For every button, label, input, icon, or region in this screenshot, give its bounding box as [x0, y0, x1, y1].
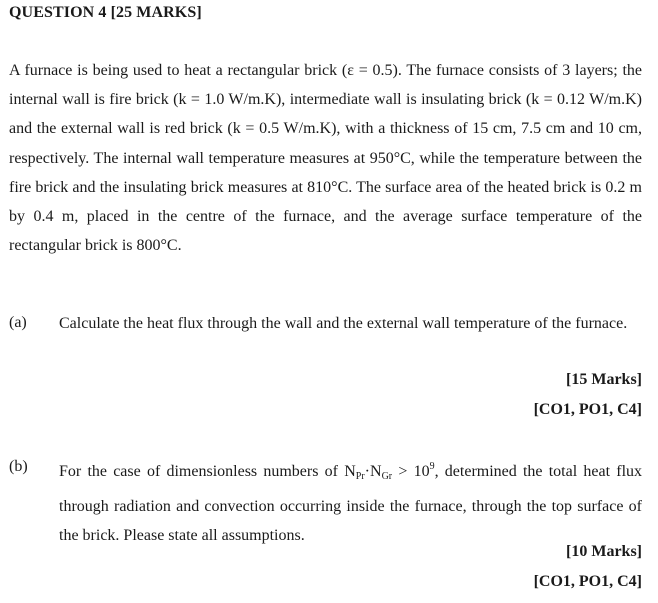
exponent: 9	[429, 461, 435, 472]
part-b-text	[59, 452, 642, 551]
part-a-outcomes: [CO1, PO1, C4]	[533, 401, 642, 418]
part-b-text-end: , determined the total heat flux through radiation and convection occurring inside the furnace, through the top surface of the brick. Please state all assumptions.	[59, 463, 643, 544]
question-title: QUESTION 4 [25 MARKS]	[9, 4, 202, 21]
part-a-label: (a)	[9, 314, 27, 331]
part-a-text: Calculate the heat flux through the wall and the external wall temperature of the furnace.	[59, 315, 628, 332]
part-a-marks: [15 Marks]	[566, 371, 642, 388]
greater-than-ten: > 10	[392, 463, 430, 480]
grashof-subscript: Gr	[381, 471, 393, 482]
part-b-marks: [10 Marks]	[566, 543, 642, 560]
part-b-outcomes: [CO1, PO1, C4]	[533, 573, 642, 590]
question-intro: A furnace is being used to heat a rectangular brick (ε = 0.5). The furnace consists of 3 layers; the internal wall is fire brick (k = 1.0 W/m.K), intermediate wall is insulating brick (k = 0.12 W/m.K) and the external wall is red brick (k = 0.5 W/m.K), with a thickness of 15 cm, 7.5 cm and 10 cm, respectively. The internal wall temperature measures at 950°C, while the temperature between the fire brick and the insulating brick measures at 810°C. The surface area of the heated brick is 0.2 m by 0.4 m, placed in the centre of the furnace, and the average surface temperature of the rectangular brick is 800°C.	[9, 62, 642, 255]
prandtl-subscript: Pr	[355, 471, 365, 482]
part-b-label: (b)	[9, 458, 28, 475]
middot-n: ·N	[364, 463, 382, 480]
part-b-text-start: For the case of dimensionless numbers of N	[59, 463, 356, 480]
